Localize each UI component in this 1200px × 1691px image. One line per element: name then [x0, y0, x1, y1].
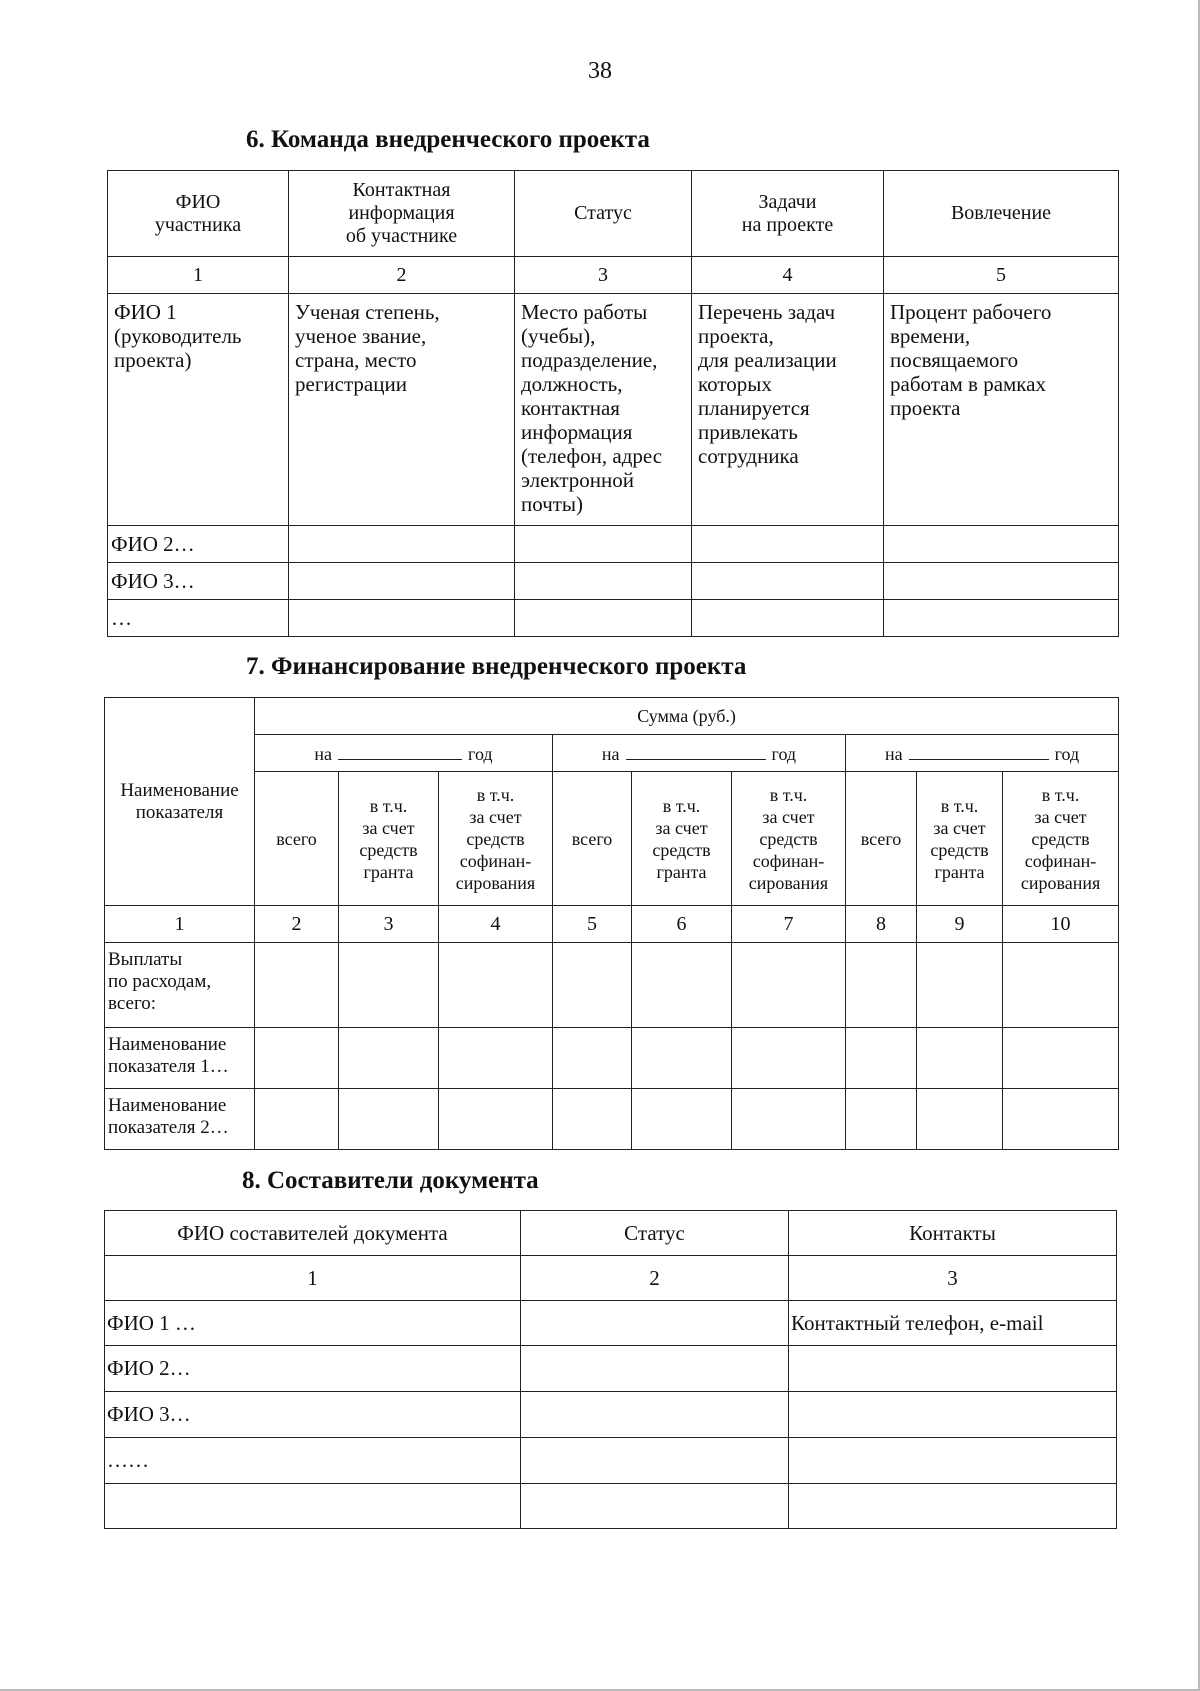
financing-table	[104, 697, 1119, 1150]
column-number: 4	[439, 906, 553, 943]
team-cell: ФИО 1 (руководитель проекта)	[108, 294, 289, 526]
financing-cell	[917, 943, 1003, 1028]
financing-row-label: Наименование показателя 2…	[105, 1089, 255, 1150]
subheader-total: всего	[553, 772, 632, 906]
year-suffix: год	[1054, 744, 1080, 764]
financing-cell	[339, 943, 439, 1028]
authors-header-cell: Контакты	[789, 1211, 1117, 1256]
column-number: 4	[692, 257, 884, 294]
team-cell	[289, 526, 515, 563]
financing-cell	[553, 1028, 632, 1089]
subheader-cofinancing: в т.ч. за счет средств софинан- сирования	[439, 772, 553, 906]
team-cell	[515, 600, 692, 637]
team-cell	[515, 563, 692, 600]
section-6-title: 6. Команда внедренческого проекта	[246, 126, 650, 153]
year-prefix: на	[314, 744, 333, 764]
subheader-cofinancing: в т.ч. за счет средств софинан- сирования	[732, 772, 846, 906]
year-header-3	[846, 735, 1119, 772]
column-number: 3	[339, 906, 439, 943]
team-cell: Процент рабочего времени, посвящаемого работам в рамках проекта	[884, 294, 1119, 526]
financing-cell	[339, 1028, 439, 1089]
financing-cell	[632, 1089, 732, 1150]
column-number: 6	[632, 906, 732, 943]
authors-row	[105, 1301, 1117, 1346]
authors-cell	[521, 1484, 789, 1529]
financing-number-row	[105, 906, 1119, 943]
authors-cell	[521, 1346, 789, 1392]
financing-cell	[732, 1028, 846, 1089]
team-header-cell: Контактная информация об участнике	[289, 171, 515, 257]
section-7-title: 7. Финансирование внедренческого проекта	[246, 653, 747, 680]
column-number: 8	[846, 906, 917, 943]
authors-cell	[105, 1484, 521, 1529]
year-suffix: год	[468, 744, 493, 764]
year-header-1	[255, 735, 553, 772]
financing-cell	[255, 1028, 339, 1089]
team-cell	[884, 563, 1119, 600]
financing-cell	[1003, 1089, 1119, 1150]
column-number: 9	[917, 906, 1003, 943]
team-cell	[692, 526, 884, 563]
year-blank-1[interactable]	[338, 741, 462, 760]
team-row	[108, 526, 1119, 563]
column-number: 1	[105, 906, 255, 943]
financing-cell	[846, 1089, 917, 1150]
team-cell: Перечень задач проекта, для реализации которых планируется привлекать сотрудника	[692, 294, 884, 526]
authors-number-row	[105, 1256, 1117, 1301]
column-number: 7	[732, 906, 846, 943]
team-header-cell: Статус	[515, 171, 692, 257]
financing-cell	[632, 1028, 732, 1089]
column-number: 1	[108, 257, 289, 294]
authors-header-cell: Статус	[521, 1211, 789, 1256]
financing-cell	[553, 943, 632, 1028]
team-cell: ФИО 3…	[108, 563, 289, 600]
column-number: 2	[521, 1256, 789, 1301]
column-number: 2	[289, 257, 515, 294]
column-number: 2	[255, 906, 339, 943]
subheader-total: всего	[255, 772, 339, 906]
financing-row	[105, 1089, 1119, 1150]
team-cell	[692, 563, 884, 600]
column-number: 5	[553, 906, 632, 943]
year-prefix: на	[884, 744, 903, 764]
authors-row	[105, 1438, 1117, 1484]
column-number: 3	[515, 257, 692, 294]
page-number: 38	[588, 58, 612, 84]
authors-cell	[521, 1301, 789, 1346]
financing-cell	[846, 943, 917, 1028]
financing-cell	[1003, 1028, 1119, 1089]
financing-cell	[339, 1089, 439, 1150]
team-row	[108, 600, 1119, 637]
subheader-grant: в т.ч. за счет средств гранта	[917, 772, 1003, 906]
authors-cell	[789, 1346, 1117, 1392]
authors-cell: ……	[105, 1438, 521, 1484]
team-header-row	[108, 171, 1119, 257]
team-cell	[884, 526, 1119, 563]
team-row-leader	[108, 294, 1119, 526]
financing-row-label: Выплаты по расходам, всего:	[105, 943, 255, 1028]
financing-row-label: Наименование показателя 1…	[105, 1028, 255, 1089]
subheader-cofinancing: в т.ч. за счет средств софинан- сирования	[1003, 772, 1119, 906]
financing-cell	[439, 1028, 553, 1089]
financing-cell	[1003, 943, 1119, 1028]
authors-header-cell: ФИО составителей документа	[105, 1211, 521, 1256]
team-cell	[515, 526, 692, 563]
column-number: 1	[105, 1256, 521, 1301]
financing-cell	[732, 1089, 846, 1150]
year-prefix: на	[601, 744, 620, 764]
year-header-2	[553, 735, 846, 772]
year-blank-3[interactable]	[909, 741, 1049, 760]
authors-cell: ФИО 3…	[105, 1392, 521, 1438]
team-cell: ФИО 2…	[108, 526, 289, 563]
team-cell	[692, 600, 884, 637]
team-cell	[289, 563, 515, 600]
financing-cell	[553, 1089, 632, 1150]
column-number: 3	[789, 1256, 1117, 1301]
financing-row-header: Наименование показателя	[105, 698, 255, 906]
financing-cell	[439, 1089, 553, 1150]
team-cell: …	[108, 600, 289, 637]
authors-row	[105, 1346, 1117, 1392]
team-row	[108, 563, 1119, 600]
team-table	[107, 170, 1119, 637]
subheader-grant: в т.ч. за счет средств гранта	[632, 772, 732, 906]
section-8-title: 8. Составители документа	[242, 1167, 539, 1194]
sum-header: Сумма (руб.)	[255, 698, 1119, 735]
authors-cell: ФИО 2…	[105, 1346, 521, 1392]
authors-row	[105, 1484, 1117, 1529]
financing-cell	[846, 1028, 917, 1089]
authors-cell	[521, 1438, 789, 1484]
subheader-grant: в т.ч. за счет средств гранта	[339, 772, 439, 906]
financing-cell	[439, 943, 553, 1028]
financing-cell	[732, 943, 846, 1028]
financing-row	[105, 1028, 1119, 1089]
team-header-cell: Задачи на проекте	[692, 171, 884, 257]
authors-cell	[521, 1392, 789, 1438]
financing-header-row	[105, 698, 1119, 735]
authors-header-row	[105, 1211, 1117, 1256]
financing-cell	[255, 943, 339, 1028]
year-row	[105, 735, 1119, 772]
subheader-total: всего	[846, 772, 917, 906]
authors-cell: ФИО 1 …	[105, 1301, 521, 1346]
financing-cell	[632, 943, 732, 1028]
column-number: 5	[884, 257, 1119, 294]
year-blank-2[interactable]	[626, 741, 766, 760]
team-cell	[884, 600, 1119, 637]
authors-cell	[789, 1392, 1117, 1438]
authors-cell	[789, 1484, 1117, 1529]
subheader-row	[105, 772, 1119, 906]
team-cell	[289, 600, 515, 637]
team-cell: Ученая степень, ученое звание, страна, место регистрации	[289, 294, 515, 526]
team-cell: Место работы (учебы), подразделение, должность, контактная информация (телефон, адрес электронной почты)	[515, 294, 692, 526]
financing-row	[105, 943, 1119, 1028]
team-header-cell: Вовлечение	[884, 171, 1119, 257]
authors-cell: Контактный телефон, e-mail	[789, 1301, 1117, 1346]
authors-table	[104, 1210, 1117, 1529]
authors-cell	[789, 1438, 1117, 1484]
team-header-cell: ФИО участника	[108, 171, 289, 257]
year-suffix: год	[771, 744, 797, 764]
financing-cell	[255, 1089, 339, 1150]
column-number: 10	[1003, 906, 1119, 943]
authors-row	[105, 1392, 1117, 1438]
financing-cell	[917, 1089, 1003, 1150]
team-number-row	[108, 257, 1119, 294]
financing-cell	[917, 1028, 1003, 1089]
